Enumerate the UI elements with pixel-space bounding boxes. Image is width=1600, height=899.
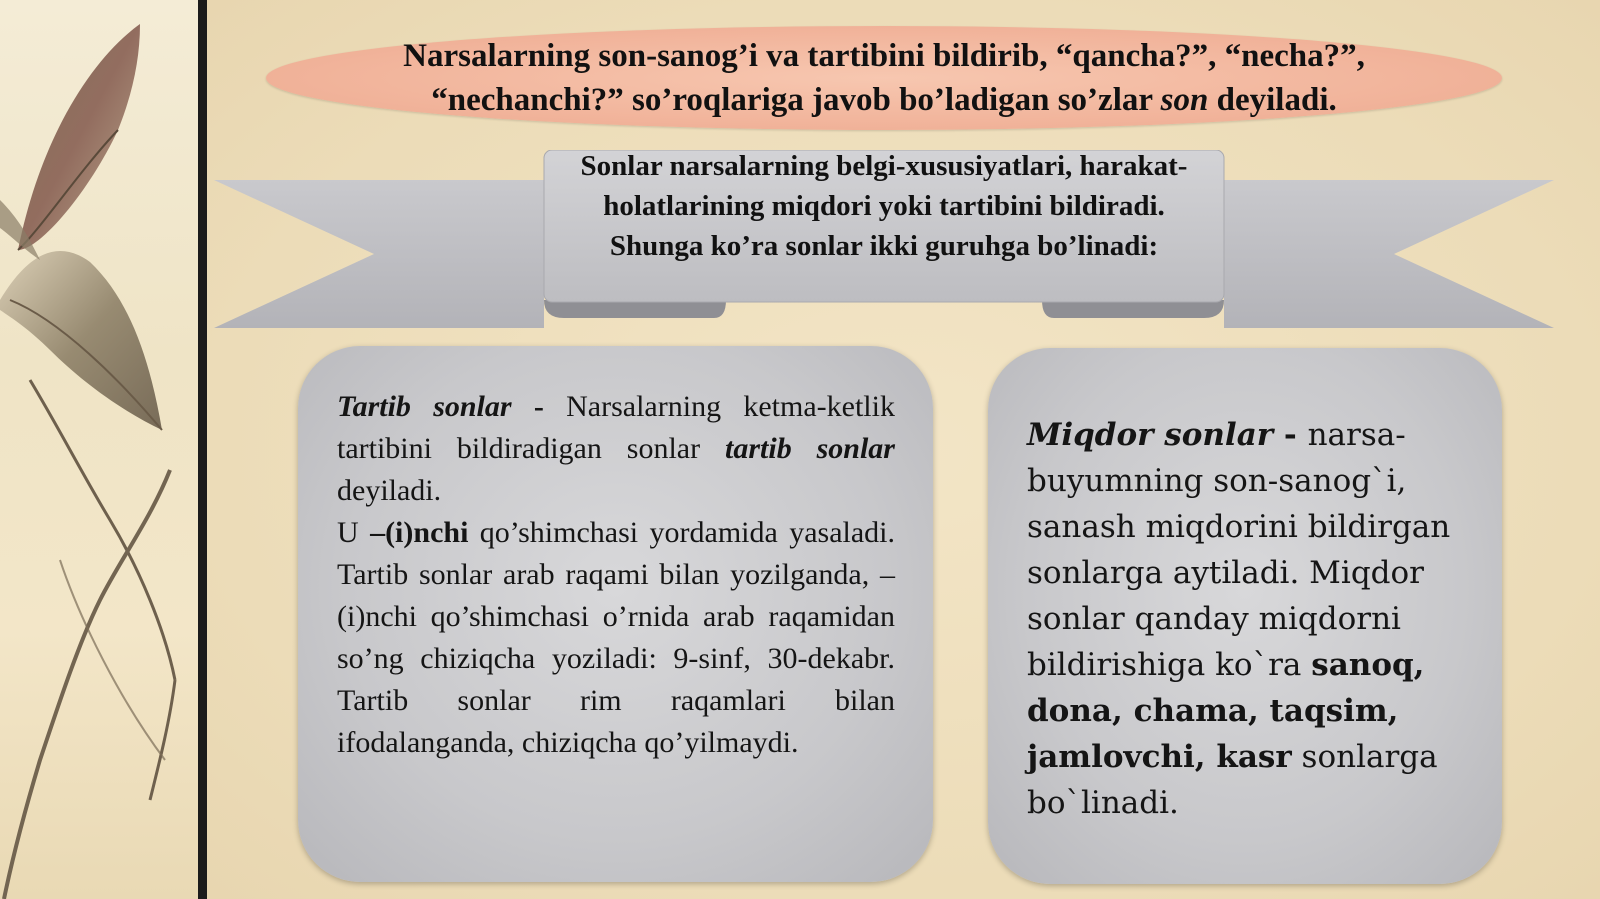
cardinal-term: Miqdor sonlar [1027,417,1274,453]
suffix: –(i)nchi [370,516,469,549]
definition-text [329,34,1439,122]
definition-term: son [1160,82,1209,118]
ordinal-dash: - [511,390,567,423]
cardinal-types: sanoq, dona, chama, taqsim, jamlovchi, kasr [1027,647,1425,775]
roman-numeral-rule: Tartib sonlar rim raqamlari bilan ifodalanganda, chiziqcha qo’yilmaydi. [337,684,895,759]
definition-part1: Narsalarning son-sanog’i va tartibini bildirib, “qancha?”, “necha?”, “nechanchi?” so’roqlariga javob bo’ladigan so’zlar [403,38,1365,118]
definition-part2: deyiladi. [1208,82,1337,118]
ordinal-text [337,386,895,764]
ordinal-term: Tartib sonlar [337,390,512,423]
vertical-divider [198,0,207,899]
banner-text: Sonlar narsalarning belgi-xususiyatlari, harakat-holatlarining miqdori yoki tartibini bildiradi. Shunga ko’ra sonlar ikki guruhga bo’linadi: [580,150,1188,262]
ordinal-numbers-card [298,346,933,882]
cardinal-numbers-card [988,348,1502,884]
decorative-leaf-panel [0,0,198,899]
cardinal-definition: narsa-buyumning son-sanog`i, sanash miqdorini bildirgan sonlarga aytiladi. Miqdor sonlar qanday miqdorni bildirishiga ko`ra [1027,417,1451,683]
suffix-rest: qo’shimchasi yordamida yasaladi. [468,516,895,549]
ordinal-term-repeat: tartib sonlar [725,432,895,465]
cardinal-dash: - [1273,417,1308,453]
cardinal-text [1027,412,1467,826]
arabic-numeral-rule: Tartib sonlar arab raqami bilan yozilganda, –(i)nchi qo’shimchasi o’rnida arab raqamidan so’ng chiziqcha yoziladi: 9-sinf, 30-dekabr. [337,558,895,675]
suffix-lead: U [337,516,371,549]
definition-oval [266,26,1502,130]
cardinal-definition-end: sonlarga bo`linadi. [1027,739,1438,821]
ordinal-definition: Narsalarning ketma-ketlik tartibini bildiradigan sonlar [337,390,895,465]
ordinal-definition-end: deyiladi. [337,474,442,507]
dried-leaves-image [0,0,198,899]
